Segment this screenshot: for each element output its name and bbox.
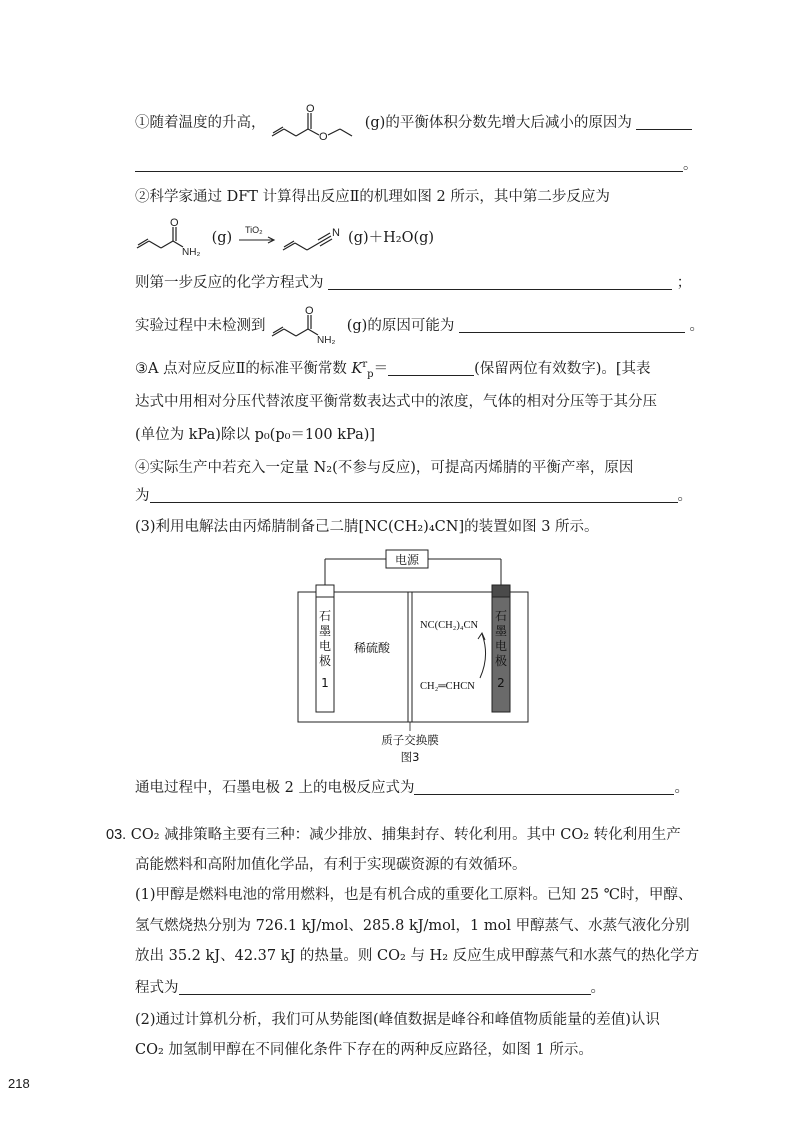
reaction-arrow bbox=[237, 222, 277, 254]
svg-text:O: O bbox=[170, 218, 179, 229]
q2-intro: ②科学家通过 DFT 计算得出反应Ⅱ的机理如图 2 所示，其中第二步反应为 bbox=[135, 189, 610, 205]
q5-line: (3)利用电解法由丙烯腈制备己二腈[NC(CH₂)₄CN]的装置如图 3 所示。 bbox=[135, 519, 599, 535]
q2-reaction: O NH₂ (g) TiO₂ N (g)＋H₂O(g) bbox=[135, 218, 434, 258]
q3-line3: (单位为 kPa)除以 p₀(p₀＝100 kPa)] bbox=[135, 427, 376, 443]
membrane-label: 质子交换膜 bbox=[381, 733, 439, 747]
q2-undetected: 实验过程中未检测到 O NH₂ (g)的原因可能为 。 bbox=[135, 306, 705, 346]
problem-3-p1-line4: 程式为 。 bbox=[135, 980, 605, 996]
answer-blank[interactable] bbox=[388, 361, 474, 376]
answer-blank[interactable] bbox=[328, 275, 672, 290]
acrylamide-structure bbox=[135, 218, 207, 258]
q6-line: 通电过程中，石墨电极 2 上的电极反应式为 。 bbox=[135, 780, 689, 796]
q1-post: (g)的平衡体积分数先增大后减小的原因为 bbox=[364, 115, 632, 131]
answer-blank[interactable] bbox=[459, 318, 685, 333]
q3-line2: 达式中用相对分压代替浓度平衡常数表达式中的浓度，气体的相对分压等于其分压 bbox=[135, 394, 657, 410]
ethyl-acrylate-structure bbox=[270, 103, 360, 143]
problem-3-p2-line2: CO₂ 加氢制甲醇在不同催化条件下存在的两种反应路径，如图 1 所示。 bbox=[135, 1042, 593, 1058]
electrolysis-diagram bbox=[290, 548, 536, 768]
problem-3-line2: 高能燃料和高附加值化学品，有利于实现碳资源的有效循环。 bbox=[135, 857, 527, 873]
page-number: 218 bbox=[8, 1076, 30, 1091]
svg-text:墨: 墨 bbox=[494, 624, 508, 638]
answer-blank[interactable] bbox=[150, 488, 678, 503]
svg-text:石: 石 bbox=[494, 609, 508, 623]
svg-text:墨: 墨 bbox=[318, 624, 332, 638]
answer-blank[interactable] bbox=[636, 115, 692, 130]
answer-blank[interactable] bbox=[414, 780, 674, 795]
q1-line bbox=[135, 103, 692, 143]
svg-text:电: 电 bbox=[318, 639, 332, 653]
power-label: 电源 bbox=[394, 553, 420, 567]
problem-3-p1-line1: (1)甲醇是燃料电池的常用燃料，也是有机合成的重要化工原料。已知 25 ℃时，甲醇、 bbox=[135, 887, 693, 903]
figure-caption: 图3 bbox=[400, 750, 420, 764]
svg-text:N: N bbox=[332, 227, 341, 239]
adiponitrile-label: NC(CH₂)₄CN bbox=[420, 620, 479, 631]
o-atom-label: O bbox=[306, 103, 315, 115]
svg-text:极: 极 bbox=[494, 654, 508, 668]
answer-blank[interactable] bbox=[179, 980, 591, 995]
svg-text:极: 极 bbox=[318, 654, 332, 668]
svg-text:NH₂: NH₂ bbox=[182, 247, 201, 258]
o-atom-label: O bbox=[319, 131, 328, 143]
figure-3-electrolysis bbox=[290, 548, 536, 768]
acrylonitrile-label: CH₂═CHCN bbox=[420, 681, 475, 692]
dilute-sulfuric-acid-label: 稀硫酸 bbox=[353, 641, 391, 655]
svg-text:NH₂: NH₂ bbox=[317, 335, 336, 346]
answer-blank[interactable] bbox=[135, 157, 683, 172]
svg-text:2: 2 bbox=[497, 676, 505, 690]
q1-line2: 。 bbox=[135, 155, 698, 175]
k-symbol: K bbox=[351, 361, 363, 377]
problem-3-p1-line2: 氢气燃烧热分别为 726.1 kJ/mol、285.8 kJ/mol，1 mol 甲醇蒸气、水蒸气液化分别 bbox=[135, 918, 690, 934]
problem-3-line1: 03. CO₂ 减排策略主要有三种：减少排放、捕集封存、转化利用。其中 CO₂ 转化利用生产 bbox=[106, 827, 681, 843]
q2-step1: 则第一步反应的化学方程式为 ； bbox=[135, 275, 692, 291]
svg-text:石: 石 bbox=[318, 609, 332, 623]
problem-number: 03. bbox=[106, 827, 127, 843]
q1-pre: ①随着温度的升高， bbox=[135, 115, 266, 131]
svg-text:1: 1 bbox=[321, 676, 329, 690]
svg-text:O: O bbox=[305, 306, 314, 317]
problem-3-p1-line3: 放出 35.2 kJ、42.37 kJ 的热量。则 CO₂ 与 H₂ 反应生成甲醇蒸气和水蒸气的热化学方 bbox=[135, 948, 700, 964]
catalyst-label: TiO₂ bbox=[244, 225, 263, 235]
q3-line1: ③A 点对应反应Ⅱ的标准平衡常数 $K^r_p=$ (保留两位有效数字)。[其表 bbox=[135, 359, 651, 380]
q4-line1: ④实际生产中若充入一定量 N₂(不参与反应)，可提高丙烯腈的平衡产率，原因 bbox=[135, 460, 634, 476]
acrylonitrile-structure bbox=[281, 218, 343, 258]
problem-3-p2-line1: (2)通过计算机分析，我们可从势能图(峰值数据是峰谷和峰值物质能量的差值)认识 bbox=[135, 1012, 660, 1028]
acrylamide-structure bbox=[270, 306, 342, 346]
svg-text:电: 电 bbox=[494, 639, 508, 653]
q4-line2: 为 。 bbox=[135, 488, 692, 504]
